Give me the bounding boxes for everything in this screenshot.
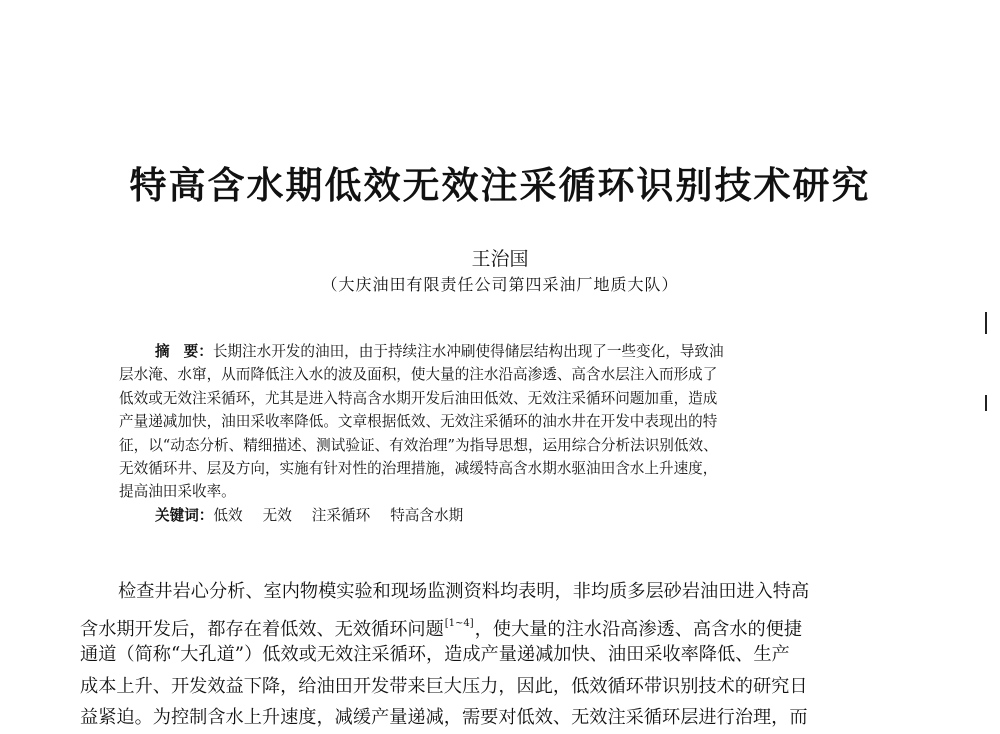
- keyword-item: 无效: [262, 506, 292, 524]
- body-line-2: [80, 608, 910, 640]
- abstract-line-5: 征，以“动态分析、精细描述、测试验证、有效治理”为指导思想，运用综合分析法识别低效、: [119, 436, 718, 454]
- body-line-2-text-cont: ，使大量的注水沿高渗透、高含水的便捷: [474, 618, 803, 640]
- body-line-1: 检查井岩心分析、室内物模实验和现场监测资料均表明，非均质多层砂岩油田进入特高: [118, 581, 810, 602]
- abstract-line-2: 层水淹、水窜，从而降低注入水的波及面积，使大量的注水沿高渗透、高含水层注入而形成了: [119, 366, 718, 384]
- body-line-5: 益紧迫。为控制含水上升速度，减缓产量递减，需要对低效、无效注采循环层进行治理，而: [80, 707, 808, 728]
- scan-margin-mark: [985, 395, 987, 411]
- abstract-label-char2: 要：: [183, 343, 213, 360]
- author-name: 王治国: [471, 248, 529, 270]
- abstract: [119, 340, 869, 527]
- keywords: [119, 504, 869, 527]
- scan-margin-mark: [985, 312, 987, 334]
- abstract-line-1: [119, 340, 869, 363]
- paper-title: 特高含水期低效无效注采循环识别技术研究: [129, 164, 871, 207]
- keyword-item: 特高含水期: [390, 506, 464, 524]
- abstract-line-7: 提高油田采收率。: [119, 483, 236, 501]
- citation-reference: [1~4]: [444, 617, 474, 629]
- abstract-line-4: 产量递减加快，油田采收率降低。文章根据低效、无效注采循环的油水井在开发中表现出的特: [119, 413, 718, 431]
- body-line-4: 成本上升、开发效益下降，给油田开发带来巨大压力，因此，低效循环带识别技术的研究日: [80, 675, 808, 697]
- author-affiliation: （大庆油田有限责任公司第四采油厂地质大队）: [321, 275, 679, 294]
- keyword-item: 低效: [213, 506, 243, 524]
- abstract-line-3: 低效或无效注采循环，尤其是进入特高含水期开发后油田低效、无效注采循环问题加重，造成: [119, 389, 718, 407]
- keywords-label: 关键词：: [155, 506, 214, 524]
- abstract-line-6: 无效循环井、层及方向，实施有针对性的治理措施，减缓特高含水期水驱油田含水上升速度，: [119, 459, 718, 477]
- abstract-text: 长期注水开发的油田，由于持续注水冲刷使得储层结构出现了一些变化，导致油: [212, 343, 724, 360]
- body-line-2-text: 含水期开发后，都存在着低效、无效循环问题: [80, 618, 444, 640]
- keyword-item: 注采循环: [311, 506, 371, 524]
- body-line-3: 通道（简称“大孔道”）低效或无效注采循环，造成产量递减加快、油田采收率降低、生产: [80, 644, 790, 665]
- abstract-label-char1: 摘: [155, 343, 170, 360]
